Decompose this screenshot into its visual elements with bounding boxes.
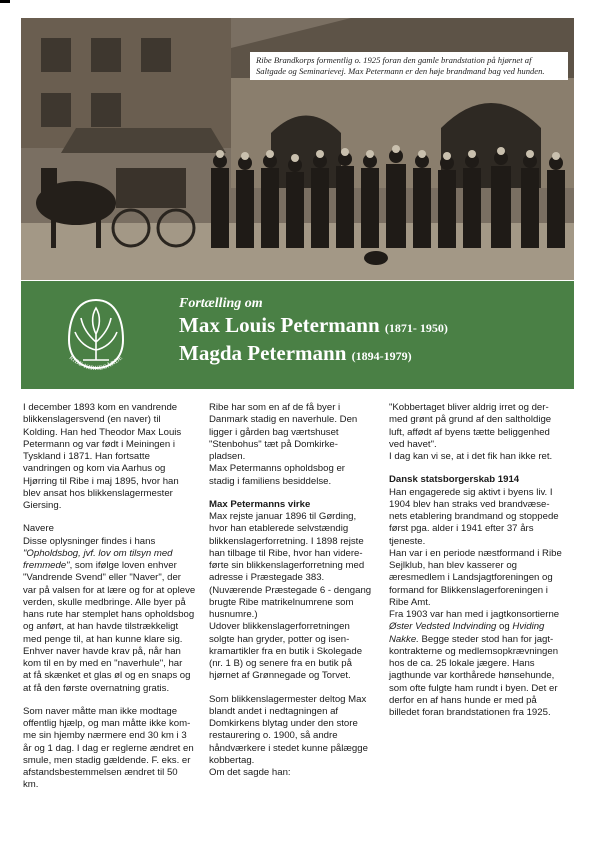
name-magda-text: Magda Petermann	[179, 341, 347, 365]
paragraph-virke: Max rejste januar 1896 til Gørding, hvor han etablerede selvstændig blikkenslagerforretning. I 1898 rejste han tilbage til Ribe, hvor han videre- førte sin blikkenslagerforretning med adresse i Præstegade 383. (Nuværende Præstegade 6 - dengang brugte Ribe matrikelnumrene som husnumre.) Udover blikkenslagerforretningen solgte han gryder, potter og isen- kramartikler fra en butik i Skolegade (nr. 1 B) og senere fra en butik på hjørnet af Grønnegade og Torvet.	[209, 511, 372, 682]
photo-caption: Ribe Brandkorps formentlig o. 1925 foran den gamle brandstation på hjørnet af Saltgade og Seminarievej. Max Petermann er den høje brandmand bag ved hunden.	[250, 52, 568, 80]
engagement-text-a: Han engagerede sig aktivt i byens liv. I 1904 blev han straks ved brandvæse- nets etablering brandmand og stoppede først pga. alder i 1941 efter 37 års tjeneste. Han var i en periode næstformand i Ribe Sejlklub, han blev kasserer og æresmedlem i Landsjagtforeningen og formand for Blikkenslagerforeningen i Ribe Amt. Fra 1903 var han med i jagtkonsortierne	[389, 486, 562, 620]
logo-text: RIBE KIRKEGÅRDE	[67, 354, 125, 373]
engagement-og: og	[496, 621, 513, 633]
opholdsbog-text-b: , som ifølge loven enhver "Vandrende Svend" eller "Naver", der var på valsen for at lære og for at opleve verden, skulle medbringe. Alle byer på hans rute har stemplet hans opholdsbog og anført, at han havde tilstrækkeligt med penge til, at han kunne klare sig. Enhver naver havde krav på, når han kom til en by med en "naverhule", har at få skænket et glas øl og en snaps og at få den første overnatning gratis.	[23, 560, 196, 694]
jagt-italic-2: Hviding Nakke.	[389, 621, 545, 645]
corner-mark	[0, 0, 10, 3]
years-magda: (1894-1979)	[351, 349, 412, 363]
opholdsbog-italic: "Opholdsbog, jvf. lov om tilsyn med fremmede"	[23, 547, 173, 571]
paragraph-kobbertag: "Kobbertaget bliver aldrig irret og der- med grønt på grund af den saltholdige luft, affødt af byens tætte beliggenhed ved havet". I dag kan vi se, at i det fik han ikke ret.	[389, 402, 553, 462]
paragraph-naverhule: Ribe har som en af de få byer i Danmark stadig en naverhule. Den ligger i gården bag værtshuset "Stenbohus" tæt på Domkirke- pladsen. Max Petermanns opholdsbog er stadig i familiens besiddelse.	[209, 402, 358, 487]
banner-subtitle: Fortælling om	[179, 296, 263, 311]
paragraph-domkirke: Som blikkenslagermester deltog Max blandt andet i nedtagningen af Domkirkens blytag under den store restaurering o. 1900, så andre håndværkere i stedet kunne pålægge kobbertag. Om det sagde han:	[209, 693, 368, 778]
years-max: (1871- 1950)	[384, 321, 448, 335]
text-column-1	[23, 402, 201, 792]
name-max-text: Max Louis Petermann	[179, 313, 380, 337]
opholdsbog-text-a: Disse oplysninger findes i hans	[23, 535, 156, 547]
text-column-3	[389, 402, 575, 719]
engagement-text-b: Begge steder stod han for jagt- kontrakterne og medlemsopkrævningen hos de ca. 25 lokale jægere. Hans jagthunde var korthårede hønsehunde, som ofte fulgte ham rundt i byen. Det er derfor en af hans hunde er med på billedet foran brandstationen fra 1925.	[389, 633, 559, 718]
text-column-2	[209, 402, 377, 779]
name-magda	[179, 341, 448, 369]
heading-navere: Navere	[23, 523, 54, 535]
jagt-italic-1: Øster Vedsted Indvinding	[389, 621, 497, 633]
ribe-kirkegaarde-logo	[61, 294, 131, 376]
paragraph-intro: I december 1893 kom en vandrende blikkenslagersvend (en naver) til Kolding. Han hed Theodor Max Louis Petermann og var født i Meiningen i Tyskland i 1871. Han fortsatte vandringen og kom via Aarhus og Hjørring til Ribe i maj 1895, hvor han blev ansat hos blikkenslagermester Giersing.	[23, 402, 182, 511]
paragraph-naver-rules: Som naver måtte man ikke modtage offentlig hjælp, og man måtte ikke kom- me sin hjemby nærmere end 30 km i 3 år og 1 dag. I dag er reglerne ændret en smule, men stadig gældende. F. eks. er afstandsbestemmelsen ændret til 50 km.	[23, 705, 194, 791]
title-block	[179, 295, 448, 369]
paragraph-opholdsbog	[23, 536, 201, 695]
historic-photo	[21, 18, 574, 280]
heading-virke: Max Petermanns virke	[209, 498, 311, 510]
heading-statsborgerskab: Dansk statsborgerskab 1914	[389, 474, 520, 486]
name-max	[179, 313, 448, 341]
paragraph-engagement	[389, 487, 575, 720]
title-banner	[21, 281, 574, 389]
